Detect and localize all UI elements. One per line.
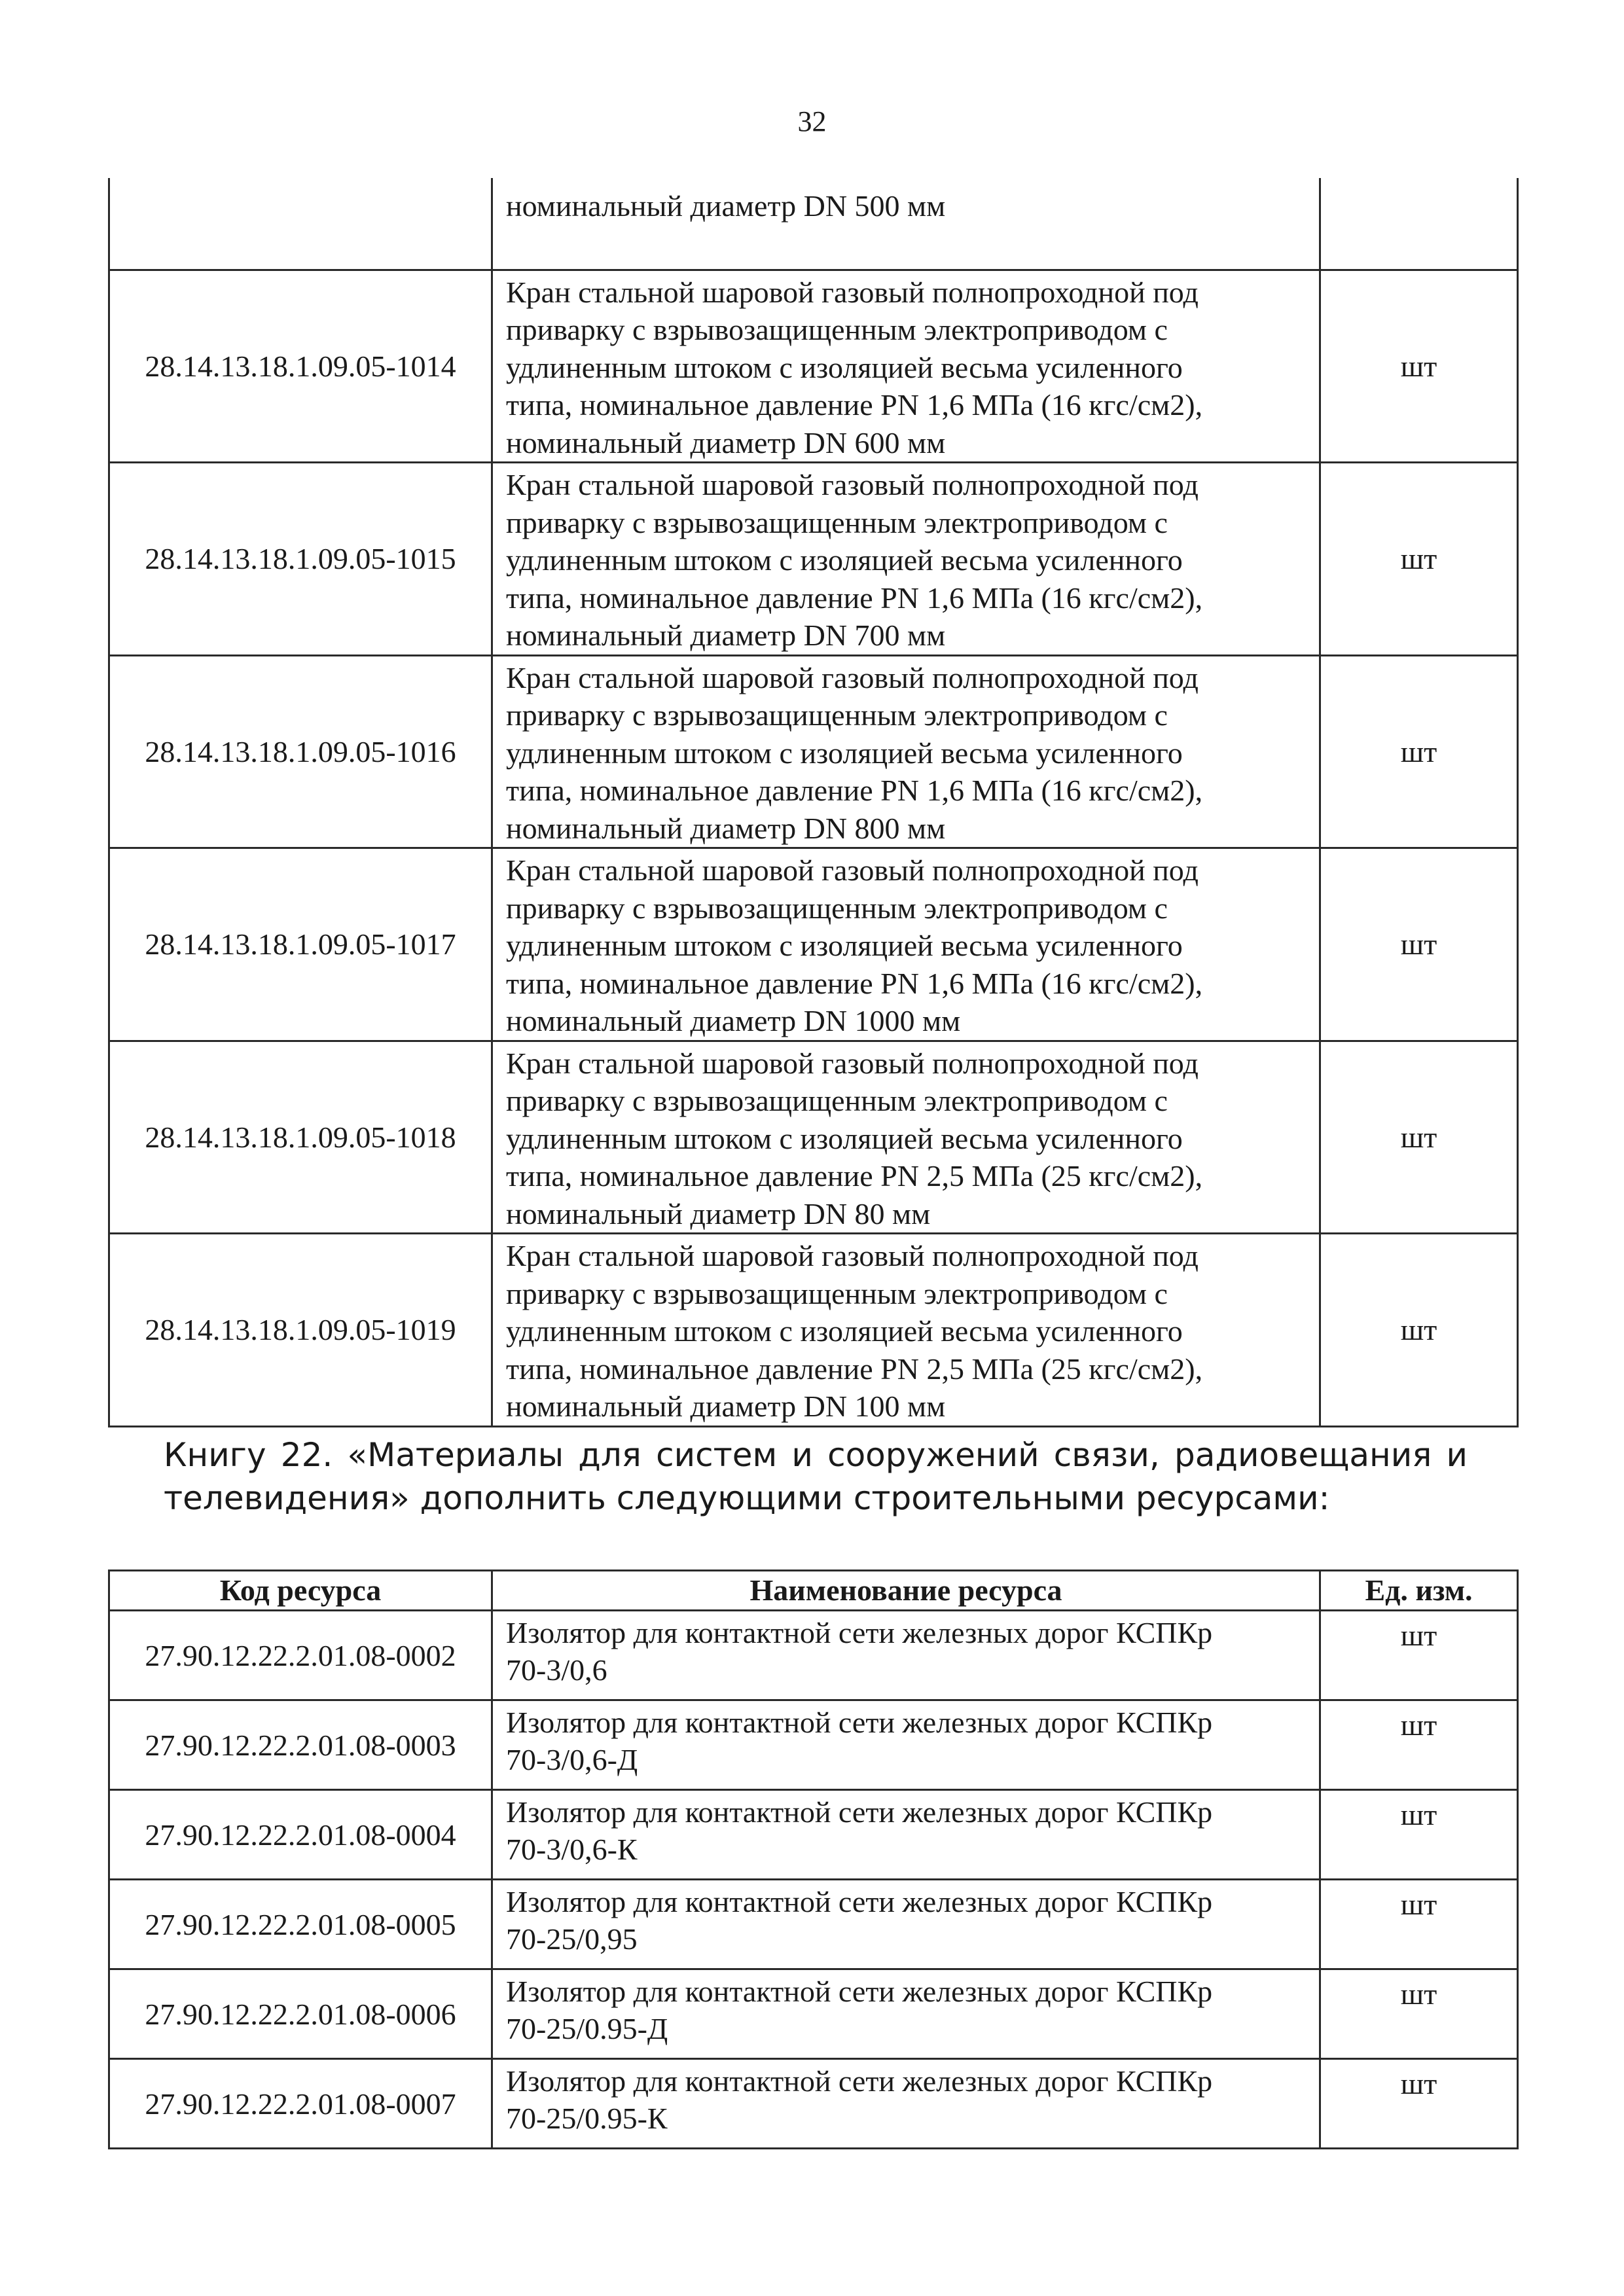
unit-cell: шт bbox=[1320, 463, 1518, 656]
description-line: типа, номинальное давление PN 1,6 МПа (16 кгс/см2), bbox=[506, 774, 1203, 807]
resource-name-cell bbox=[492, 1880, 1320, 1969]
unit-cell: шт bbox=[1320, 1041, 1518, 1234]
resource-name-cell bbox=[492, 1700, 1320, 1790]
description-line: Изолятор для контактной сети железных дорог КСПКр bbox=[506, 1795, 1213, 1829]
table-row bbox=[109, 270, 1518, 463]
table-row bbox=[109, 1700, 1518, 1790]
resource-code-cell: 28.14.13.18.1.09.05-1019 bbox=[109, 1234, 492, 1427]
description-line: типа, номинальное давление PN 1,6 МПа (16 кгс/см2), bbox=[506, 581, 1203, 615]
description-line: Изолятор для контактной сети железных дорог КСПКр bbox=[506, 1885, 1213, 1918]
header-unit: Ед. изм. bbox=[1320, 1571, 1518, 1611]
table-row bbox=[109, 2059, 1518, 2149]
resource-code-cell: 28.14.13.18.1.09.05-1014 bbox=[109, 270, 492, 463]
description-line: приварку с взрывозащищенным электроприводом с bbox=[506, 505, 1168, 539]
page-number: 32 bbox=[797, 105, 827, 137]
description-line: номинальный диаметр DN 500 мм bbox=[506, 189, 946, 223]
description-line: приварку с взрывозащищенным электроприводом с bbox=[506, 1276, 1168, 1310]
table-row bbox=[109, 1880, 1518, 1969]
table-row bbox=[109, 1611, 1518, 1700]
description-line: типа, номинальное давление PN 1,6 МПа (16 кгс/см2), bbox=[506, 388, 1203, 422]
table-row bbox=[109, 848, 1518, 1041]
description-line: Кран стальной шаровой газовый полнопроходной под bbox=[506, 468, 1199, 501]
description-line: 70-25/0.95-Д bbox=[506, 2012, 668, 2045]
description-line: номинальный диаметр DN 700 мм bbox=[506, 619, 946, 652]
unit-cell-empty bbox=[1320, 178, 1518, 270]
description-line: номинальный диаметр DN 100 мм bbox=[506, 1390, 946, 1423]
description-line: удлиненным штоком с изоляцией весьма усиленного bbox=[506, 350, 1183, 384]
unit-cell: шт bbox=[1320, 1790, 1518, 1880]
resource-code-cell: 27.90.12.22.2.01.08-0003 bbox=[109, 1700, 492, 1790]
description-line: Изолятор для контактной сети железных дорог КСПКр bbox=[506, 2064, 1213, 2098]
description-line: 70-25/0,95 bbox=[506, 1922, 638, 1956]
description-line: 70-3/0,6-К bbox=[506, 1833, 638, 1866]
description-line: удлиненным штоком с изоляцией весьма усиленного bbox=[506, 929, 1183, 962]
description-cell bbox=[492, 178, 1320, 270]
table-row bbox=[109, 463, 1518, 656]
resource-code-cell: 27.90.12.22.2.01.08-0007 bbox=[109, 2059, 492, 2149]
resource-code-cell: 27.90.12.22.2.01.08-0004 bbox=[109, 1790, 492, 1880]
description-line: Изолятор для контактной сети железных дорог КСПКр bbox=[506, 1706, 1213, 1739]
resource-table-book-22 bbox=[108, 1570, 1519, 2149]
description-line: типа, номинальное давление PN 2,5 МПа (25 кгс/см2), bbox=[506, 1352, 1203, 1386]
resource-name-cell bbox=[492, 270, 1320, 463]
description-line: удлиненным штоком с изоляцией весьма усиленного bbox=[506, 543, 1183, 577]
resource-code-cell: 27.90.12.22.2.01.08-0006 bbox=[109, 1969, 492, 2059]
unit-cell: шт bbox=[1320, 1969, 1518, 2059]
description-line: типа, номинальное давление PN 2,5 МПа (25 кгс/см2), bbox=[506, 1159, 1203, 1193]
description-line: приварку с взрывозащищенным электроприводом с bbox=[506, 313, 1168, 346]
description-line: номинальный диаметр DN 1000 мм bbox=[506, 1004, 961, 1037]
resource-code-cell: 27.90.12.22.2.01.08-0002 bbox=[109, 1611, 492, 1700]
description-line: приварку с взрывозащищенным электроприводом с bbox=[506, 698, 1168, 732]
table-row-continued bbox=[109, 178, 1518, 270]
resource-name-cell bbox=[492, 1611, 1320, 1700]
description-line: номинальный диаметр DN 80 мм bbox=[506, 1196, 931, 1230]
description-line: Кран стальной шаровой газовый полнопроходной под bbox=[506, 853, 1199, 887]
header-name: Наименование ресурса bbox=[492, 1571, 1320, 1611]
resource-name-cell bbox=[492, 848, 1320, 1041]
description-line: удлиненным штоком с изоляцией весьма усиленного bbox=[506, 736, 1183, 770]
description-line: 70-25/0.95-К bbox=[506, 2102, 668, 2135]
unit-cell: шт bbox=[1320, 1234, 1518, 1427]
table-row bbox=[109, 655, 1518, 848]
description-line: Кран стальной шаровой газовый полнопроходной под bbox=[506, 275, 1199, 309]
table-header-row bbox=[109, 1571, 1518, 1611]
description-line: 70-3/0,6 bbox=[506, 1653, 607, 1687]
unit-cell: шт bbox=[1320, 1611, 1518, 1700]
unit-cell: шт bbox=[1320, 655, 1518, 848]
description-line: удлиненным штоком с изоляцией весьма усиленного bbox=[506, 1314, 1183, 1348]
unit-cell: шт bbox=[1320, 1880, 1518, 1969]
resource-name-cell bbox=[492, 1234, 1320, 1427]
resource-name-cell bbox=[492, 1041, 1320, 1234]
resource-name-cell bbox=[492, 463, 1320, 656]
header-code: Код ресурса bbox=[109, 1571, 492, 1611]
resource-name-cell bbox=[492, 1969, 1320, 2059]
resource-code-cell: 28.14.13.18.1.09.05-1017 bbox=[109, 848, 492, 1041]
description-line: Кран стальной шаровой газовый полнопроходной под bbox=[506, 1046, 1199, 1080]
resource-code-cell: 28.14.13.18.1.09.05-1015 bbox=[109, 463, 492, 656]
instruction-paragraph: Книгу 22. «Материалы для систем и сооружений связи, радиовещания и телевидения» дополнить следующими строительными ресурсами: bbox=[164, 1436, 1468, 1517]
table-row bbox=[109, 1969, 1518, 2059]
description-line: Изолятор для контактной сети железных дорог КСПКр bbox=[506, 1975, 1213, 2008]
description-line: Кран стальной шаровой газовый полнопроходной под bbox=[506, 660, 1199, 694]
description-line: Изолятор для контактной сети железных дорог КСПКр bbox=[506, 1616, 1213, 1649]
resource-name-cell bbox=[492, 2059, 1320, 2149]
resource-table-continued bbox=[108, 178, 1519, 1427]
description-line: приварку с взрывозащищенным электроприводом с bbox=[506, 891, 1168, 925]
resource-code-cell: 28.14.13.18.1.09.05-1018 bbox=[109, 1041, 492, 1234]
description-line: номинальный диаметр DN 600 мм bbox=[506, 425, 946, 459]
description-line: номинальный диаметр DN 800 мм bbox=[506, 811, 946, 845]
description-line: удлиненным штоком с изоляцией весьма усиленного bbox=[506, 1121, 1183, 1155]
description-line: Кран стальной шаровой газовый полнопроходной под bbox=[506, 1239, 1199, 1272]
description-line: 70-3/0,6-Д bbox=[506, 1743, 638, 1776]
unit-cell: шт bbox=[1320, 1700, 1518, 1790]
resource-code-cell: 28.14.13.18.1.09.05-1016 bbox=[109, 655, 492, 848]
resource-name-cell bbox=[492, 655, 1320, 848]
table-row bbox=[109, 1790, 1518, 1880]
table-row bbox=[109, 1041, 1518, 1234]
resource-name-cell bbox=[492, 1790, 1320, 1880]
unit-cell: шт bbox=[1320, 270, 1518, 463]
table-row bbox=[109, 1234, 1518, 1427]
description-line: типа, номинальное давление PN 1,6 МПа (16 кгс/см2), bbox=[506, 966, 1203, 1000]
unit-cell: шт bbox=[1320, 848, 1518, 1041]
description-line: приварку с взрывозащищенным электроприводом с bbox=[506, 1084, 1168, 1117]
code-cell-empty bbox=[109, 178, 492, 270]
unit-cell: шт bbox=[1320, 2059, 1518, 2149]
resource-code-cell: 27.90.12.22.2.01.08-0005 bbox=[109, 1880, 492, 1969]
